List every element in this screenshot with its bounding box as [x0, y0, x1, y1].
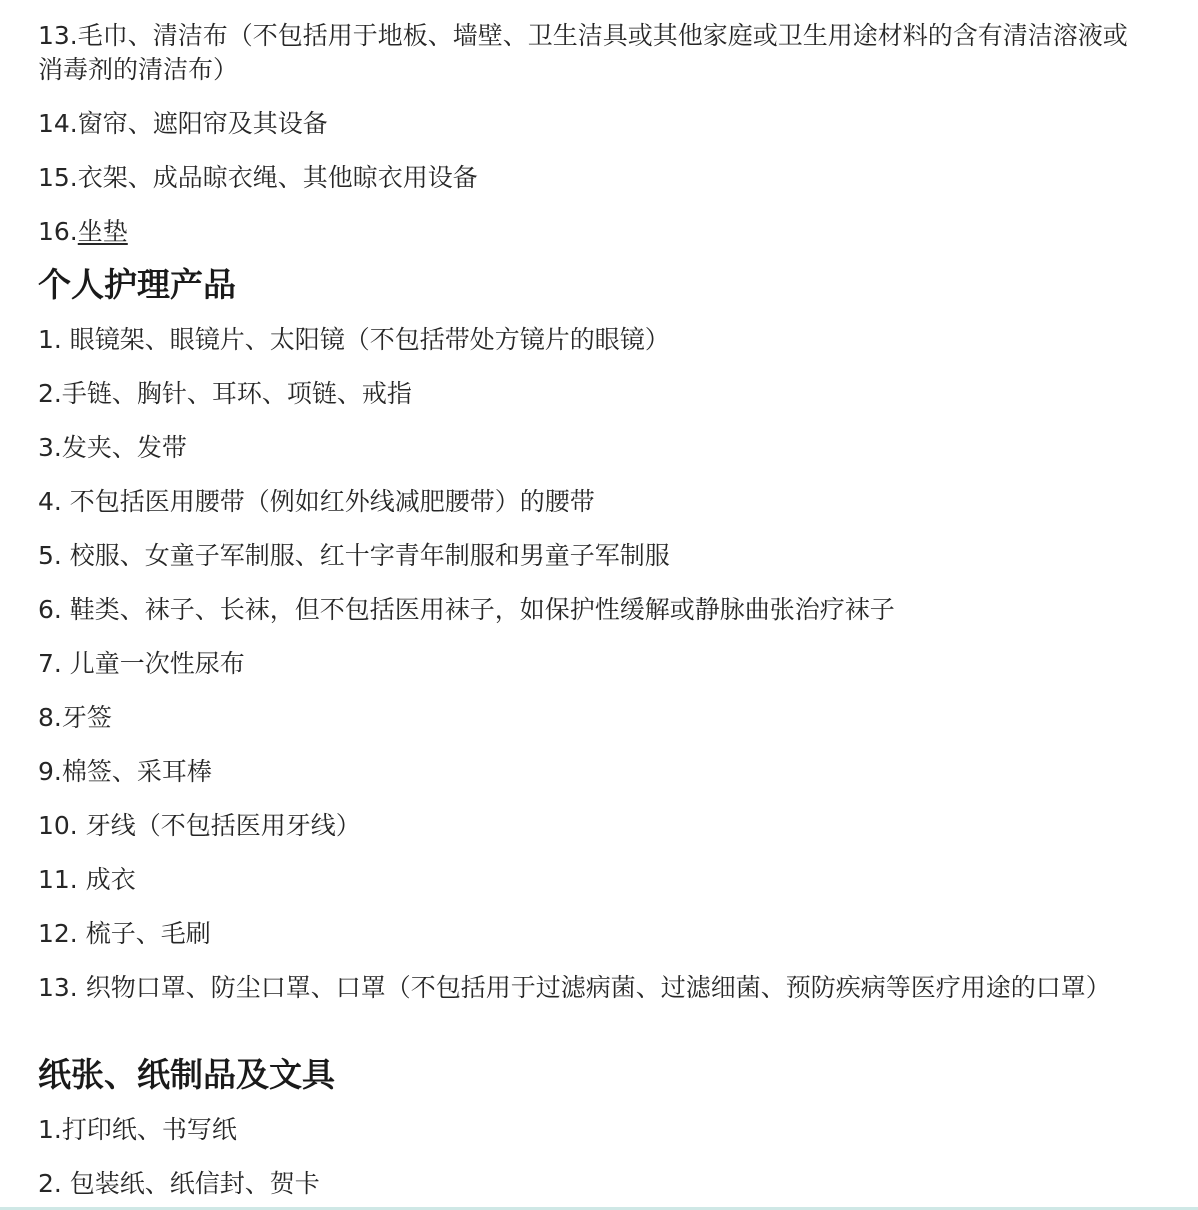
list-item: 5. 校服、女童子军制服、红十字青年制服和男童子军制服 [38, 541, 670, 570]
list-item-number: 16. [38, 217, 78, 246]
list-item: 2. 包装纸、纸信封、贺卡 [38, 1169, 320, 1198]
list-item: 1.打印纸、书写纸 [38, 1115, 237, 1144]
list-item: 7. 儿童一次性尿布 [38, 649, 245, 678]
list-item: 8.牙签 [38, 703, 112, 732]
list-item: 1. 眼镜架、眼镜片、太阳镜（不包括带处方镜片的眼镜） [38, 325, 670, 354]
list-item: 12. 梳子、毛刷 [38, 919, 211, 948]
list-item: 15.衣架、成品晾衣绳、其他晾衣用设备 [38, 163, 478, 192]
list-item: 10. 牙线（不包括医用牙线） [38, 811, 361, 840]
cushion-link[interactable]: 坐垫 [77, 217, 128, 246]
list-item: 11. 成衣 [38, 865, 136, 894]
list-item: 14.窗帘、遮阳帘及其设备 [38, 109, 328, 138]
section-heading-paper: 纸张、纸制品及文具 [38, 1055, 335, 1094]
list-item: 3.发夹、发带 [38, 433, 187, 462]
list-item: 4. 不包括医用腰带（例如红外线减肥腰带）的腰带 [38, 487, 595, 516]
list-item: 6. 鞋类、袜子、长袜，但不包括医用袜子，如保护性缓解或静脉曲张治疗袜子 [38, 595, 895, 624]
list-item: 2.手链、胸针、耳环、项链、戒指 [38, 379, 412, 408]
list-item: 9.棉签、采耳棒 [38, 757, 212, 786]
list-item: 13. 织物口罩、防尘口罩、口罩（不包括用于过滤病菌、过滤细菌、预防疾病等医疗用途的口罩） [38, 973, 1111, 1002]
list-item [38, 215, 1128, 249]
document-content [38, 0, 1128, 1201]
section-heading-personal-care: 个人护理产品 [38, 265, 236, 304]
list-item: 13.毛巾、清洁布（不包括用于地板、墙壁、卫生洁具或其他家庭或卫生用途材料的含有清洁溶液或消毒剂的清洁布） [38, 21, 1128, 84]
